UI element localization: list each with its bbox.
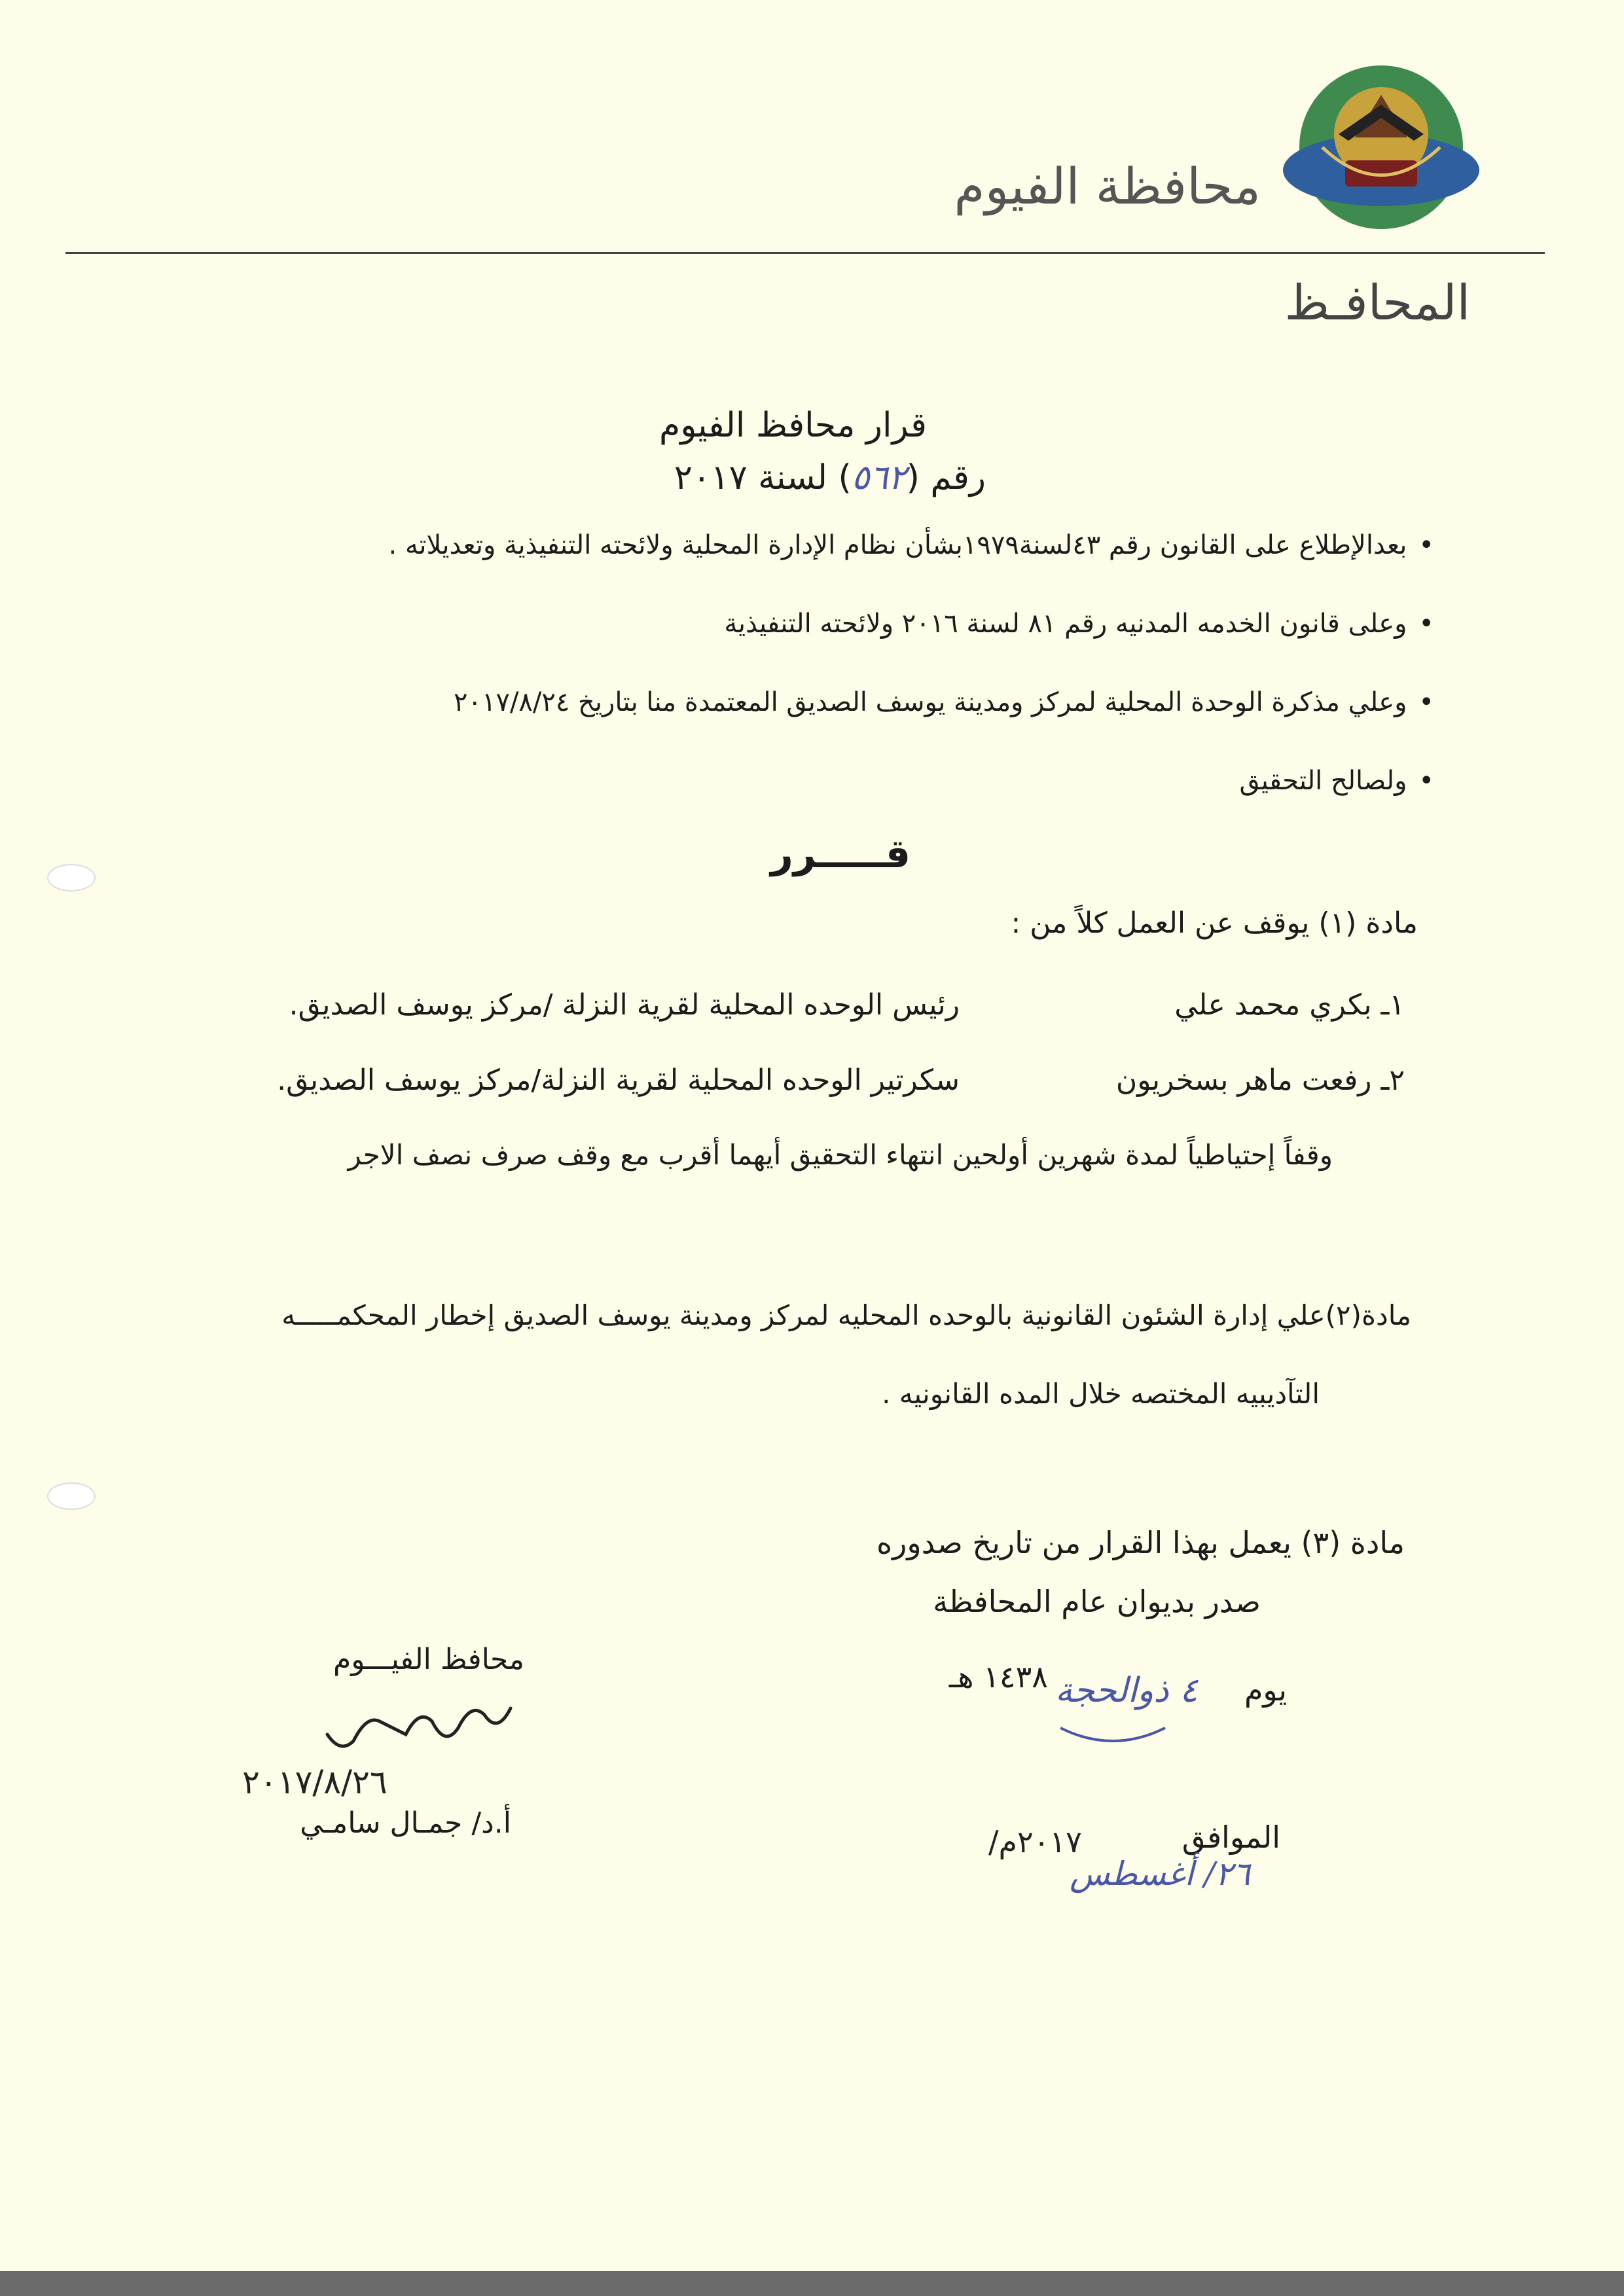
article-1: مادة (١) يوقف عن العمل كلاً من : [1011,906,1418,940]
bullet-icon: • [1418,687,1434,717]
recital-item [1239,766,1434,796]
punch-hole [47,864,96,891]
governor-signature [236,1695,537,1813]
person-2-name: ٢ـ رفعت ماهر بسخريون [1115,1064,1405,1097]
signature-date: ٢٠١٧/٨/٢٦ [242,1763,388,1801]
article-3: مادة (٣) يعمل بهذا القرار من تاريخ صدوره [876,1525,1405,1560]
number-suffix: ) لسنة ٢٠١٧ [674,458,852,497]
handwritten-number: ٥٦٢ [851,458,907,497]
hijri-handwritten-text: ٤ ذوالحجة [1055,1671,1198,1710]
person-1-name: ١ـ بكري محمد علي [1174,988,1405,1022]
suspension-clause: وقفاً إحتياطياً لمدة شهرين أولحين انتهاء التحقيق أيهما أقرب مع وقف صرف نصف الاجر [348,1139,1333,1171]
scan-edge [0,2271,1624,2296]
recital-text: بعدالإطلاع على القانون رقم ٤٣لسنة١٩٧٩بشأن نظام الإدارة المحلية ولائحته التنفيذية وتعديلاته . [388,530,1407,560]
decides-heading: قـــــرر [770,831,911,877]
person-1-role: رئيس الوحده المحلية لقرية النزلة /مركز يوسف الصديق. [289,988,960,1022]
article-2-line-1: مادة(٢)علي إدارة الشئون القانونية بالوحده المحليه لمركز ومدينة يوسف الصديق إخطار المحكمـــــه [281,1299,1411,1331]
recital-text: وعلى قانون الخدمه المدنيه رقم ٨١ لسنة ٢٠١٦ ولائحته التنفيذية [724,609,1407,639]
header-divider [65,252,1545,254]
gregorian-handwritten-text: ٢٦/ أغسطس [1070,1855,1250,1893]
decree-number [674,458,986,497]
bullet-icon: • [1418,609,1434,639]
gregorian-year: /٢٠١٧م [988,1824,1082,1859]
person-2-role: سكرتير الوحده المحلية لقرية النزلة/مركز يوسف الصديق. [277,1064,960,1097]
signatory-name: أ.د/ جمـال سامـي [300,1806,511,1840]
decree-title: قرار محافظ الفيوم [659,406,927,445]
recital-item [454,687,1434,717]
signatory-title: محافظ الفيـــوم [333,1643,524,1676]
bullet-icon: • [1418,766,1434,796]
punch-hole [47,1482,96,1510]
bullet-icon: • [1418,530,1434,560]
hijri-year: ١٤٣٨ هـ [948,1659,1048,1695]
recital-item [389,530,1434,560]
recital-item [724,609,1434,639]
hijri-handwritten-date [1034,1656,1204,1774]
governorate-name: محافظة الفيوم [954,157,1261,215]
gregorian-label: الموافق [1182,1820,1280,1855]
recital-text: وعلي مذكرة الوحدة المحلية لمركز ومدينة يوسف الصديق المعتمدة منا بتاريخ ٢٠١٧/٨/٢٤ [454,687,1407,717]
office-title: المحافـظ [1284,275,1470,331]
article-2-line-2: التآديبيه المختصه خلال المده القانونيه . [882,1378,1320,1410]
gregorian-handwritten-date [982,1813,1257,1911]
recital-text: ولصالح التحقيق [1239,766,1407,796]
hijri-day-label: يوم [1244,1672,1287,1708]
governorate-logo [1283,62,1479,232]
issued-at: صدر بديوان عام المحافظة [933,1584,1261,1619]
number-prefix: رقم ( [906,458,986,497]
